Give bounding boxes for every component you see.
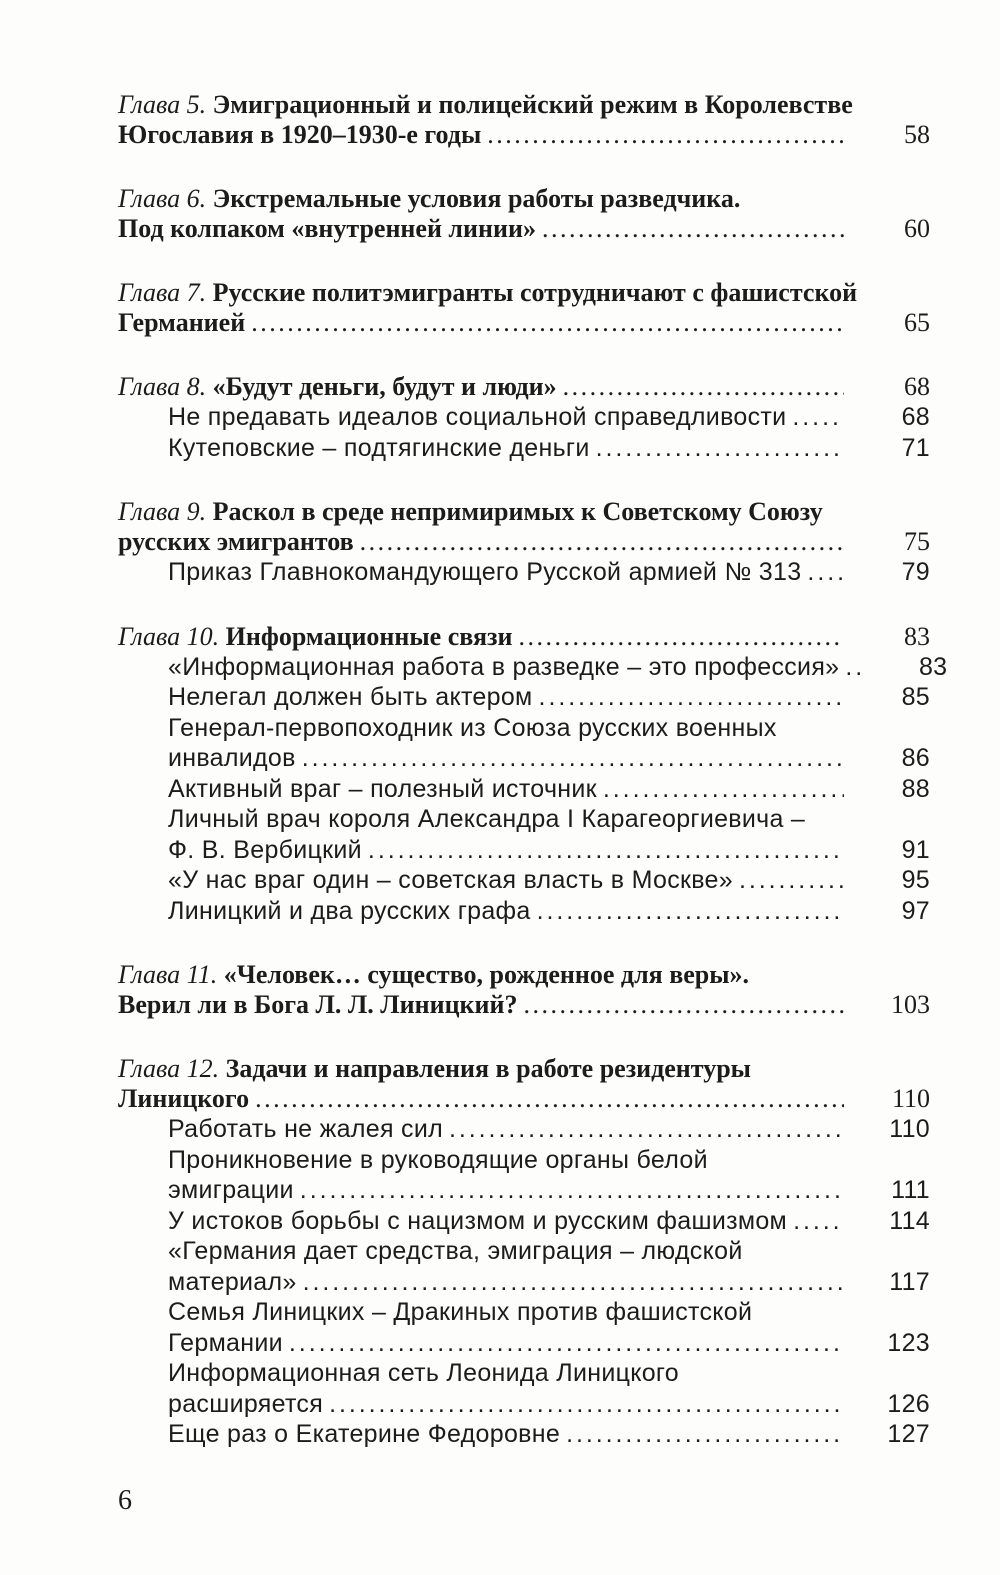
subsection-entry [168, 1419, 930, 1450]
toc-label: Работать не жалея сил [168, 1115, 443, 1143]
toc-page-number: 68 [901, 403, 930, 431]
subsection-entry [168, 652, 948, 683]
toc-label: Линицкий и два русских графа [168, 896, 531, 925]
chapter-prefix: Глава 12. [118, 1054, 220, 1083]
dot-leader [518, 622, 844, 652]
toc-line [168, 433, 930, 464]
subsection-first-line: Информационная сеть Леонида Линицкого [168, 1359, 680, 1387]
chapter-title: Раскол в среде непримиримых к Советскому Союзу [212, 497, 823, 526]
toc-label: Еще раз о Екатерине Федоровне [168, 1420, 561, 1448]
dot-leader [329, 1389, 844, 1420]
subsection-entry [168, 713, 930, 774]
chapter-prefix: Глава 6. [118, 184, 207, 213]
chapter-title: Русские политэмигранты сотрудничают с фашистской [212, 278, 858, 307]
toc-label: инвалидов [168, 744, 296, 772]
toc-label: Не предавать идеалов социальной справедливости [168, 403, 787, 431]
toc-page-number: 127 [887, 1420, 930, 1448]
subsection-entry [168, 896, 930, 927]
dot-leader [539, 682, 844, 713]
toc-page-number: 86 [901, 744, 930, 772]
toc-label: Нелегал должен быть актером [168, 683, 533, 711]
subsection-entry [168, 433, 930, 464]
toc-label: Кутеповские – подтягинские деньги [168, 433, 590, 462]
toc-label: материал» [168, 1267, 297, 1296]
toc-label: «Информационная работа в разведке – это профессия» [168, 652, 840, 681]
chapter-heading [118, 90, 930, 150]
toc-label: русских эмигрантов [118, 527, 354, 556]
toc-label: Приказ Главнокомандующего Русской армией № 313 [168, 558, 802, 586]
toc-line [118, 527, 930, 557]
toc-label: Ф. В. Вербицкий [168, 835, 362, 864]
subsection-first-line: Проникновение в руководящие органы белой [168, 1145, 708, 1174]
toc-page-number: 83 [918, 652, 948, 681]
subsection-first-line: «Германия дает средства, эмиграция – людской [168, 1237, 743, 1265]
chapter-entry [118, 621, 948, 927]
dot-leader [566, 1419, 844, 1450]
dot-leader [368, 835, 844, 866]
dot-leader [255, 1084, 844, 1114]
dot-leader [563, 372, 844, 402]
toc-line [168, 557, 930, 588]
toc-page-number: 114 [889, 1206, 930, 1235]
toc-line [118, 1084, 930, 1114]
toc-page-number: 68 [904, 372, 930, 401]
toc-line [168, 774, 930, 805]
toc-page-number: 58 [904, 120, 930, 149]
subsection-entry [168, 1145, 930, 1206]
toc-label: Линицкого [118, 1084, 250, 1113]
toc-label [118, 372, 557, 402]
chapter-prefix: Глава 7. [118, 278, 207, 307]
toc-label: эмиграции [168, 1176, 294, 1204]
chapter-title: «Будут деньги, будут и люди» [212, 372, 557, 401]
toc-label: Активный враг – полезный источник [168, 774, 597, 803]
chapter-prefix: Глава 9. [118, 497, 207, 526]
dot-leader [251, 308, 844, 338]
toc-line [168, 743, 930, 774]
chapter-entry [118, 278, 930, 338]
chapter-prefix: Глава 11. [118, 960, 218, 989]
table-of-contents [118, 90, 948, 1484]
chapter-entry [118, 497, 930, 588]
toc-line [168, 1175, 930, 1206]
dot-leader [289, 1328, 844, 1359]
toc-page-number: 85 [901, 683, 930, 711]
dot-leader [537, 896, 844, 927]
toc-line [118, 372, 930, 402]
chapter-heading-first-line [118, 497, 930, 527]
subsection-list [118, 402, 930, 463]
subsection-entry [168, 1114, 930, 1145]
toc-label [118, 622, 512, 652]
subsection-list [118, 557, 930, 588]
subsection-entry [168, 774, 930, 805]
dot-leader [792, 402, 844, 433]
toc-page-number: 83 [904, 621, 930, 651]
toc-page-number: 103 [891, 990, 930, 1019]
dot-leader [302, 743, 844, 774]
chapter-heading-first-line [118, 90, 930, 120]
page-number: 6 [118, 1485, 132, 1516]
subsection-entry [168, 804, 930, 865]
dot-leader [739, 865, 844, 896]
chapter-heading [118, 372, 930, 402]
chapter-title: Экстремальные условия работы разведчика. [212, 184, 741, 213]
toc-page-number: 79 [901, 558, 930, 586]
dot-leader [542, 214, 844, 244]
toc-page-number: 97 [901, 896, 930, 925]
subsection-entry [168, 1358, 930, 1419]
toc-page-number: 123 [887, 1328, 930, 1357]
chapter-title: Задачи и направления в работе резидентуры [225, 1054, 751, 1083]
toc-page-number: 111 [891, 1176, 930, 1204]
chapter-prefix: Глава 10. [118, 621, 220, 651]
toc-line [168, 652, 948, 683]
chapter-heading [118, 184, 930, 244]
toc-page-number: 126 [887, 1389, 930, 1418]
chapter-heading-first-line [118, 184, 930, 214]
toc-label: расширяется [168, 1389, 324, 1418]
toc-line [168, 1267, 930, 1298]
chapter-title: «Человек… существо, рожденное для веры». [223, 960, 750, 989]
subsection-entry [168, 865, 930, 896]
toc-line [118, 990, 930, 1020]
dot-leader [300, 1175, 844, 1206]
toc-page-number: 65 [904, 308, 930, 337]
subsection-entry [168, 1236, 930, 1297]
toc-line [168, 1206, 930, 1237]
subsection-entry [168, 1206, 930, 1237]
subsection-first-line: Генерал-первопоходник из Союза русских военных [168, 713, 777, 742]
chapter-heading [118, 278, 930, 338]
dot-leader [449, 1114, 844, 1145]
subsection-entry [168, 1297, 930, 1358]
chapter-entry [118, 960, 930, 1020]
toc-line [168, 1389, 930, 1420]
toc-page-number: 60 [904, 214, 930, 243]
subsection-list [118, 652, 948, 927]
toc-line [118, 214, 930, 244]
chapter-prefix: Глава 8. [118, 372, 207, 401]
toc-page-number: 117 [889, 1267, 930, 1296]
dot-leader [807, 557, 844, 588]
chapter-heading [118, 960, 930, 1020]
toc-page-number: 75 [904, 527, 930, 556]
toc-line [168, 1419, 930, 1450]
subsection-entry [168, 682, 930, 713]
subsection-entry [168, 557, 930, 588]
chapter-heading-first-line [118, 278, 930, 308]
chapter-title: Эмиграционный и полицейский режим в Королевстве [212, 90, 853, 119]
toc-label: Германией [118, 308, 246, 337]
toc-label: Югославия в 1920–1930-е годы [118, 120, 482, 149]
toc-label: У истоков борьбы с нацизмом и русским фашизмом [168, 1206, 788, 1235]
toc-page-number: 71 [901, 433, 930, 462]
toc-page-number: 91 [901, 835, 930, 864]
toc-line [168, 1328, 930, 1359]
subsection-list [118, 1114, 930, 1450]
chapter-entry [118, 1054, 930, 1450]
subsection-first-line: Личный врач короля Александра I Карагеоргиевича – [168, 805, 806, 833]
toc-line [168, 402, 930, 433]
chapter-prefix: Глава 5. [118, 90, 207, 119]
dot-leader [487, 120, 844, 150]
subsection-entry [168, 402, 930, 433]
toc-line [168, 865, 930, 896]
dot-leader [793, 1206, 844, 1237]
chapter-heading [118, 622, 930, 652]
toc-page-number: 110 [891, 1084, 930, 1113]
toc-line [118, 308, 930, 338]
toc-line [118, 622, 930, 652]
toc-page-number: 110 [889, 1115, 930, 1143]
toc-label: Под колпаком «внутренней линии» [118, 214, 536, 243]
toc-line [118, 120, 930, 150]
chapter-title: Информационные связи [225, 621, 513, 651]
toc-label: Верил ли в Бога Л. Л. Линицкий? [118, 990, 518, 1019]
chapter-entry [118, 90, 930, 150]
chapter-entry [118, 184, 930, 244]
toc-page-number: 95 [901, 866, 930, 894]
chapter-heading [118, 497, 930, 557]
dot-leader [303, 1267, 844, 1298]
toc-line [168, 896, 930, 927]
dot-leader [524, 990, 845, 1020]
toc-label: Германии [168, 1328, 283, 1357]
toc-line [168, 682, 930, 713]
toc-page-number: 88 [901, 774, 930, 803]
dot-leader [603, 774, 844, 805]
chapter-heading-first-line [118, 1054, 930, 1084]
subsection-first-line: Семья Линицких – Дракиных против фашистской [168, 1298, 753, 1326]
chapter-entry [118, 372, 930, 463]
toc-line [168, 835, 930, 866]
dot-leader [596, 433, 844, 464]
dot-leader [845, 652, 861, 683]
dot-leader [360, 527, 844, 557]
toc-line [168, 1114, 930, 1145]
chapter-heading [118, 1054, 930, 1114]
chapter-heading-first-line [118, 960, 930, 990]
toc-label: «У нас враг один – советская власть в Москве» [168, 866, 733, 894]
